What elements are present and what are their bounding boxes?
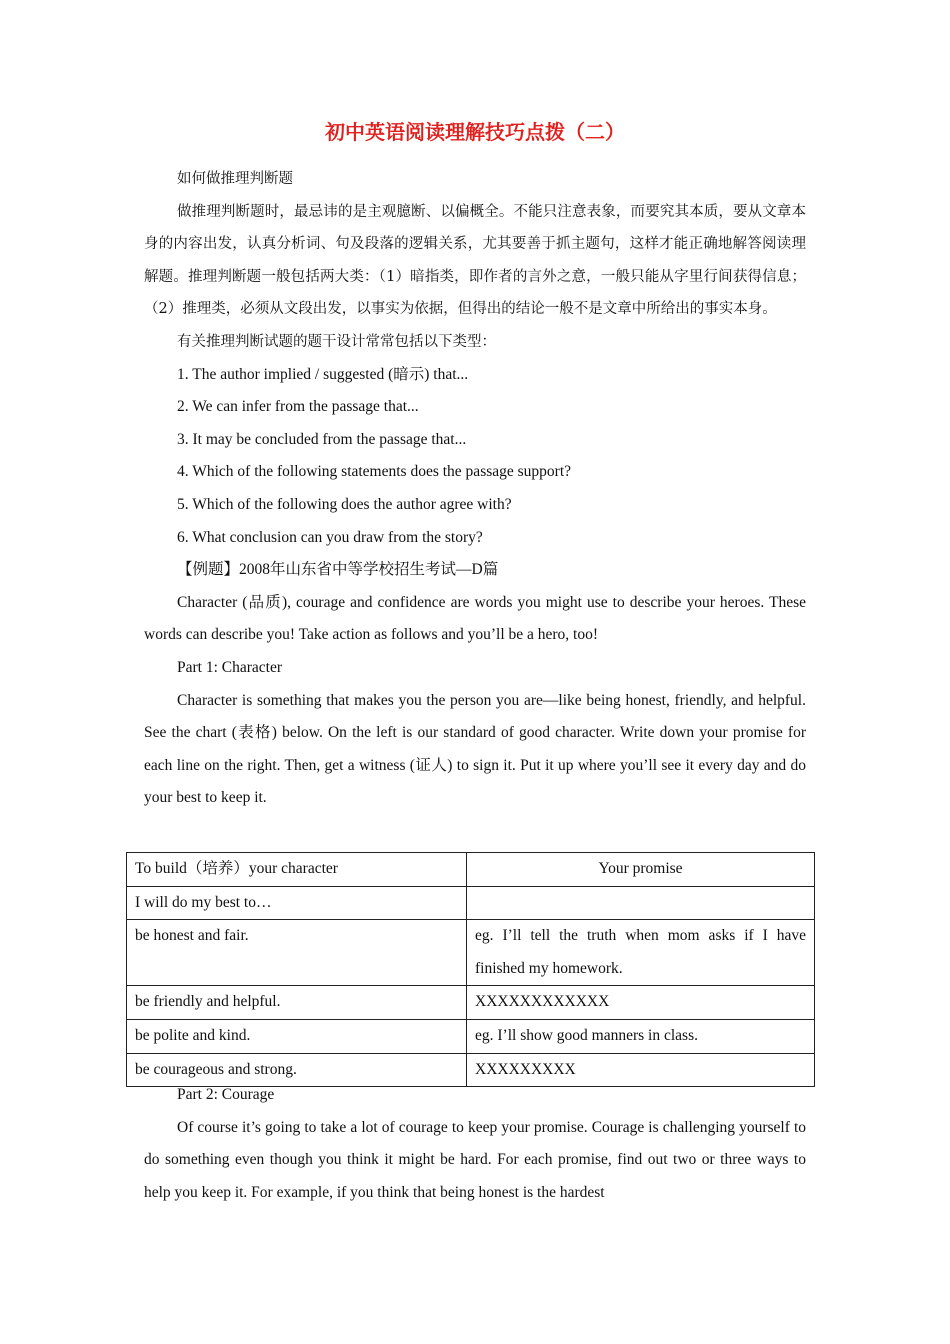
part1-heading: Part 1: Character: [177, 658, 283, 676]
part2-heading: Part 2: Courage: [177, 1086, 275, 1103]
table-row: [127, 986, 815, 1020]
main-content: [144, 163, 806, 815]
list-item: 3. It may be concluded from the passage that...: [177, 430, 467, 448]
table-cell: XXXXXXXXX: [467, 1053, 815, 1087]
list-item: 4. Which of the following statements does the passage support?: [177, 463, 572, 481]
table-cell: be courageous and strong.: [127, 1053, 467, 1087]
page-title: 初中英语阅读理解技巧点拨（二）: [325, 120, 625, 144]
question-type-list: [144, 359, 806, 555]
list-item: 5. Which of the following does the author agree with?: [177, 495, 512, 513]
table-cell: [467, 886, 815, 920]
table-cell: be honest and fair.: [127, 920, 467, 986]
table-header-row: [127, 853, 815, 887]
table-cell: eg. I’ll tell the truth when mom asks if I have finished my homework.: [467, 920, 815, 986]
passage-intro: Character (品质), courage and confidence are words you might use to describe your heroes. These words can describe you! Take action as follows and you’ll be a hero, too!: [144, 593, 806, 644]
part1-text: Character is something that makes you the person you are—like being honest, friendly, and helpful. See the chart (表格) below. On the left is our standard of good character. Write down your promise for each line on the right. Then, get a witness (证人) to sign it. Put it up where you’ll see it every day and do your best to keep it.: [144, 691, 806, 807]
table-row: [127, 886, 815, 920]
table-header-left: To build（培养）your character: [127, 853, 467, 887]
table-row: [127, 1019, 815, 1053]
character-chart-table: [126, 852, 815, 1087]
table-header-right: Your promise: [467, 853, 815, 887]
table-cell: eg. I’ll show good manners in class.: [467, 1019, 815, 1053]
list-item: 2. We can infer from the passage that...: [177, 398, 419, 416]
example-heading: 【例题】2008年山东省中等学校招生考试—D篇: [177, 561, 499, 579]
part2-section: [144, 1079, 806, 1209]
table-row: [127, 920, 815, 986]
intro-heading: 如何做推理判断题: [177, 171, 293, 187]
table-cell: I will do my best to…: [127, 886, 467, 920]
table-cell: XXXXXXXXXXXX: [467, 986, 815, 1020]
paragraph-2: 有关推理判断试题的题干设计常常包括以下类型：: [177, 333, 496, 350]
part2-text: Of course it’s going to take a lot of courage to keep your promise. Courage is challenging yourself to do something even though you think it might be hard. For each promise, find out two or three ways to help you keep it. For example, if you think that being honest is the hardest: [144, 1118, 806, 1201]
table-cell: be friendly and helpful.: [127, 986, 467, 1020]
list-item: 6. What conclusion can you draw from the story?: [177, 528, 483, 546]
table-cell: be polite and kind.: [127, 1019, 467, 1053]
paragraph-1: 做推理判断题时，最忌讳的是主观臆断、以偏概全。不能只注意表象，而要究其本质，要从文章本身的内容出发，认真分析词、句及段落的逻辑关系，尤其要善于抓主题句，这样才能正确地解答阅读理解题。推理判断题一般包括两大类：（1）暗指类，即作者的言外之意，一般只能从字里行间获得信息；（2）推理类，必须从文段出发，以事实为依据，但得出的结论一般不是文章中所给出的事实本身。: [144, 203, 806, 318]
list-item: 1. The author implied / suggested (暗示) that...: [177, 365, 469, 383]
